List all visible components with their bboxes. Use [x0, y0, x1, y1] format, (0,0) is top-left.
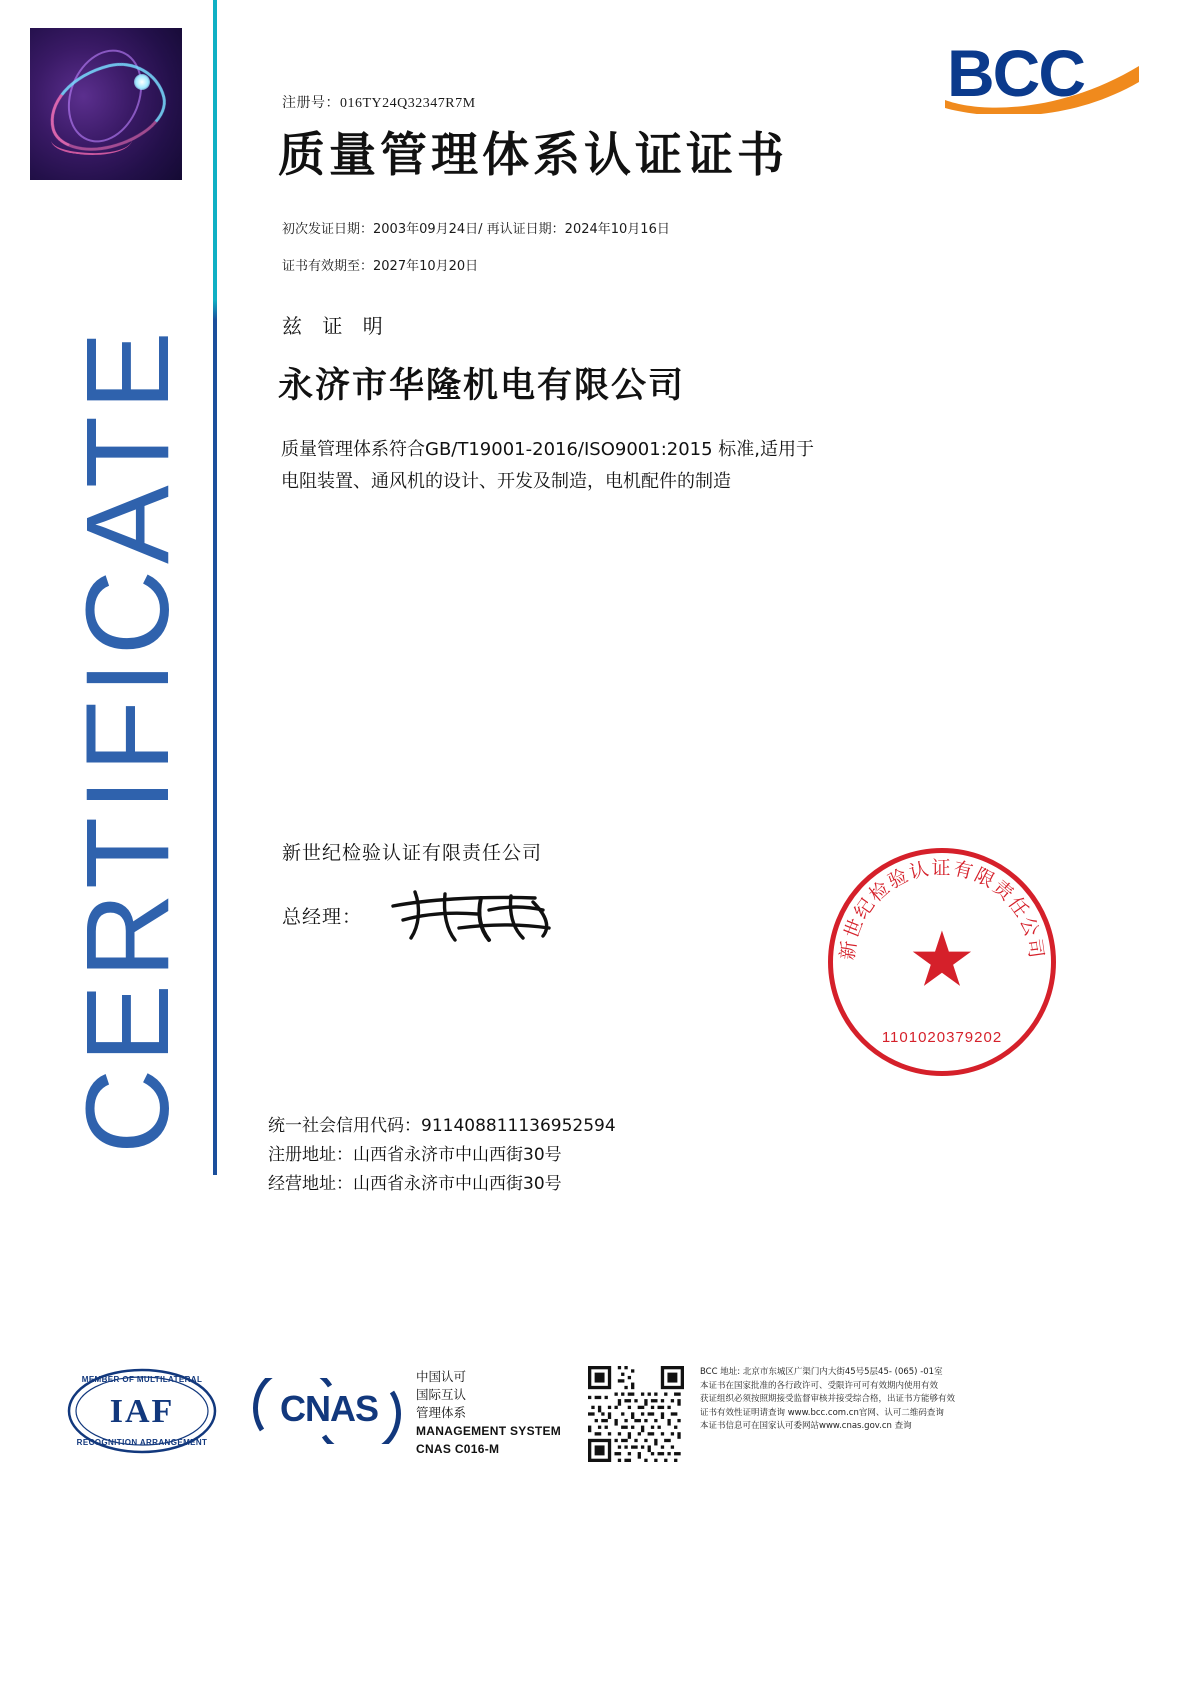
- scope-line-1: 质量管理体系符合GB/T19001-2016/ISO9001:2015 标准,适用于: [281, 439, 815, 460]
- company-name: 永济市华隆机电有限公司: [278, 366, 686, 406]
- artwork-glow-icon: [134, 74, 150, 90]
- qr-code-icon: [588, 1366, 684, 1462]
- validity-date: 证书有效期至：2027年10月20日: [282, 259, 479, 274]
- svg-text:新世纪检验认证有限责任公司: 新世纪检验认证有限责任公司: [836, 857, 1048, 962]
- iaf-bottom-text: RECOGNITION ARRANGEMENT: [76, 1438, 208, 1447]
- cnas-line-5: CNAS C016-M: [416, 1442, 500, 1456]
- footer-note-4: 本证书信息可在国家认可委网站www.cnas.gov.cn 查询: [700, 1421, 912, 1431]
- credit-code: 统一社会信用代码：911408811136952594: [268, 1116, 616, 1136]
- bcc-swoosh-icon: [943, 56, 1143, 114]
- cnas-accreditation-text: [416, 1368, 561, 1458]
- registration-number: [282, 92, 476, 112]
- footer-note-1: 本证书在国家批准的各行政许可、受限许可可有效期内使用有效: [700, 1380, 939, 1391]
- hereby-certify-text: 兹 证 明: [282, 314, 390, 338]
- bcc-logo: [947, 36, 1142, 120]
- cnas-line-1: 中国认可: [416, 1369, 467, 1384]
- registration-info: [268, 1112, 616, 1199]
- cnas-logo: [252, 1378, 402, 1444]
- iaf-top-text: MEMBER OF MULTILATERAL: [81, 1375, 203, 1384]
- iaf-word: IAF: [109, 1393, 175, 1430]
- issue-dates: 初次发证日期：2003年09月24日/ 再认证日期：2024年10月16日: [282, 222, 670, 237]
- footer-note-3: 证书有效性证明请查询 www.bcc.com.cn官网、认可二维码查询: [700, 1407, 944, 1418]
- page-title: 质量管理体系认证证书: [278, 128, 788, 183]
- seal-star-icon: ★: [907, 917, 977, 1003]
- official-seal: [828, 848, 1056, 1076]
- bcc-logo-text: BCC: [947, 36, 1084, 110]
- registered-address: 注册地址：山西省永济市中山西街30号: [268, 1145, 562, 1165]
- certification-scope: [281, 434, 931, 498]
- decorative-artwork: [30, 28, 182, 180]
- footer-note-2: 获证组织必须按照期接受监督审核并接受综合格，出证书方能够有效: [700, 1394, 956, 1404]
- cnas-word: CNAS: [280, 1388, 379, 1429]
- cnas-line-2: 国际互认: [416, 1387, 467, 1402]
- scope-line-2: 电阻装置、通风机的设计、开发及制造，电机配件的制造: [281, 471, 731, 492]
- issuing-organization: 新世纪检验认证有限责任公司: [282, 842, 543, 864]
- business-address: 经营地址：山西省永济市中山西街30号: [268, 1174, 562, 1194]
- registration-label: 注册号：: [282, 96, 340, 111]
- seal-number: 1101020379202: [881, 1029, 1003, 1046]
- left-accent-bar: [213, 0, 217, 1175]
- footer-note-0: BCC 地址: 北京市东城区广渠门内大街45号5层45- (065) -01室: [700, 1367, 943, 1377]
- general-manager-label: 总经理：: [282, 906, 363, 928]
- cnas-line-3: 管理体系: [416, 1405, 467, 1420]
- cnas-line-4: MANAGEMENT SYSTEM: [416, 1424, 562, 1438]
- vertical-certificate-word: CERTIFICATE: [62, 325, 194, 1154]
- registration-value: 016TY24Q32347R7M: [340, 96, 476, 111]
- iaf-logo: [66, 1368, 218, 1454]
- signature-icon: [385, 880, 585, 950]
- footer-notes: [700, 1366, 990, 1434]
